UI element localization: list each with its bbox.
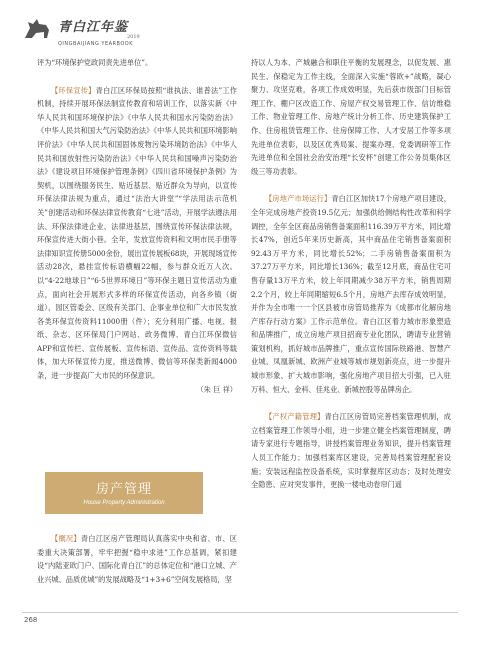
paragraph-env-publicity bbox=[37, 84, 237, 383]
paragraph-continuation: 评为“环境保护党政同责先进单位”。 bbox=[37, 58, 153, 67]
section-banner bbox=[45, 472, 203, 514]
paragraph-real-estate-market bbox=[251, 192, 451, 396]
yearbook-subtitle: QINGBAIJIANG YEARBOOK bbox=[58, 41, 134, 47]
paragraph-overview bbox=[37, 532, 237, 586]
left-column-top bbox=[37, 56, 237, 396]
banner-title: 房产管理 bbox=[95, 482, 152, 497]
footer-divider bbox=[22, 612, 458, 613]
author-signature: （朱 巨 祥） bbox=[196, 384, 237, 394]
section-tag: 【概况】 bbox=[51, 534, 81, 543]
paragraph-text: 青白江区房产管理局认真落实中央和省、市、区委重大决策部署，牢牢把握“稳中求进”工作总基调，紧扣建设“内陆亚欧门户、国际化青白江”的总体定位和“港口立城、产业兴城、品质优城”的发展战略及“1+3+6”空间发展格局，坚 bbox=[37, 534, 237, 584]
paragraph-property-rights bbox=[251, 410, 451, 492]
yearbook-year: 2019 bbox=[127, 34, 140, 40]
right-column bbox=[251, 56, 451, 492]
section-tag: 【房地产市场运行】 bbox=[265, 194, 332, 204]
yearbook-header bbox=[22, 12, 222, 52]
paragraph-continuation: 持以人为本、产城融合和职住平衡的发展理念，以促发展、惠民生、保稳定为工作主线，全面深入实施“蓉欧+”战略，凝心聚力、攻坚克难，各项工作成效明显，先后获市级部门目标管理工作、棚户区改造工作、房屋产权交易管理工作、信访维稳工作、物业管理工作、房地产统计分析工作、历史建筑保护工作、住房租赁管理工作、住房保障工作、人才安居工作等多项先进单位表彰，以及区优秀局案、提案办理、党委调研等工作先进单位和全国社会治安治理“长安杯”创建工作公务员集体区级三等功表彰。 bbox=[251, 58, 451, 176]
yearbook-title: 青白江年鉴 bbox=[58, 20, 129, 35]
banner-subtitle: House Property Administration bbox=[83, 500, 165, 506]
section-tag: 【产权产籍管理】 bbox=[265, 412, 325, 422]
page-number: 268 bbox=[24, 616, 38, 624]
paragraph-text: 青白江区房管局完善档案管理机制，成立档案管理工作领导小组，进一步建立健全档案管理制度，聘请专家进行专题指导，讲授档案管理业务知识，提升档案管理人员工作能力；加强档案库区建设，完善局档案管理配套设施；安装远程监控设备系统，实时掌握库区动态；及时处理安全隐患、应对突发事件，更换一楼电动卷帘门遥 bbox=[251, 412, 451, 490]
left-column-bottom bbox=[37, 532, 237, 586]
paragraph-text: 青白江区环保局按照“谁执法、谁普法”工作机制，持续开展环保法制宣传教育和培训工作，以落实新《中华人民共和国环境保护法》《中华人民共和国水污染防治法》《中华人民共和国大气污染防治法》《中华人民共和国环境影响评价法》《中华人民共和国固体废物污染环境防治法》《中华人民共和国放射性污染防治法》《中华人民共和国噪声污染防治法》《建设项目环境保护管理条例》《四川省环境保护条例》为契机，以围绕服务民生、贴近基层、贴近群众为导向，以宣传环保法律法规为重点，通过“法治大讲堂”“学法用法示范机关”创建活动和环保法律宣传教育“七进”活动，开展学法遵法用法、环保法律进企业、法律进基层，围绕宣传环保法律法规，环保宣传进大街小巷。全年，发放宣传资料和文明市民手册等法律知识宣传册5000余份，展出宣传展板68块，开展现场宣传活动28次，悬挂宣传标语横幅22幅，参与群众近万人次。以“4·22地球日”“6·5世界环境日”等环保主题日宣传活动为重点，面向社会开展形式多样的环保宣传活动，向各乡镇（街道）、园区管委会、区级有关部门、企事业单位和广大市民发放各类环保宣传资料11000册（件）；充分利用广播、电视、报纸、杂志、区环保局门户网站、政务微博、青白江环保微信APP和宣传栏、宣传展板、宣传标语、宣传品、宣传资料等载体，加大环保宣传力度，推送微博、微信等环保类新闻4000条，进一步提高广大市民的环保意识。 bbox=[37, 85, 237, 381]
paragraph-text: 青白江区加快17个房地产项目建设，全年完成房地产投资19.5亿元；加强供给侧结构性改革和科学调控，全年全区商品房销售备案面积116.39万平方米，同比增长47%，创近5年来历史新高，其中商品住宅销售备案面积92.43万平方米，同比增长52%；二手房销售备案面积为37.27万平方米，同比增长136%；截至12月底，商品住宅可售存量13万平方米，较上年同期减少38万平方米，销售周期2.2个月，较上年同期缩短6.5个月，房地产去库存成效明显，并作为全市唯一一个区县被市房管局推荐为《成都市化解房地产库存行动方案》工作示范单位。青白江区着力城市形象塑造和品牌推广，成立房地产项目招商专业化团队，聘请专业营销策划机构，抓好城市品牌推广，重点宣传国际铁路港、智慧产业城、凤凰新城、欧洲产业城等城市规划新亮点，进一步提升城市形象、扩大城市影响，强化房地产项目招大引强，已入驻万科、恒大、金科、佳兆业、新城控股等品牌房企。 bbox=[251, 194, 451, 394]
horse-logo-icon bbox=[22, 16, 52, 46]
section-tag: 【环保宣传】 bbox=[51, 85, 96, 95]
